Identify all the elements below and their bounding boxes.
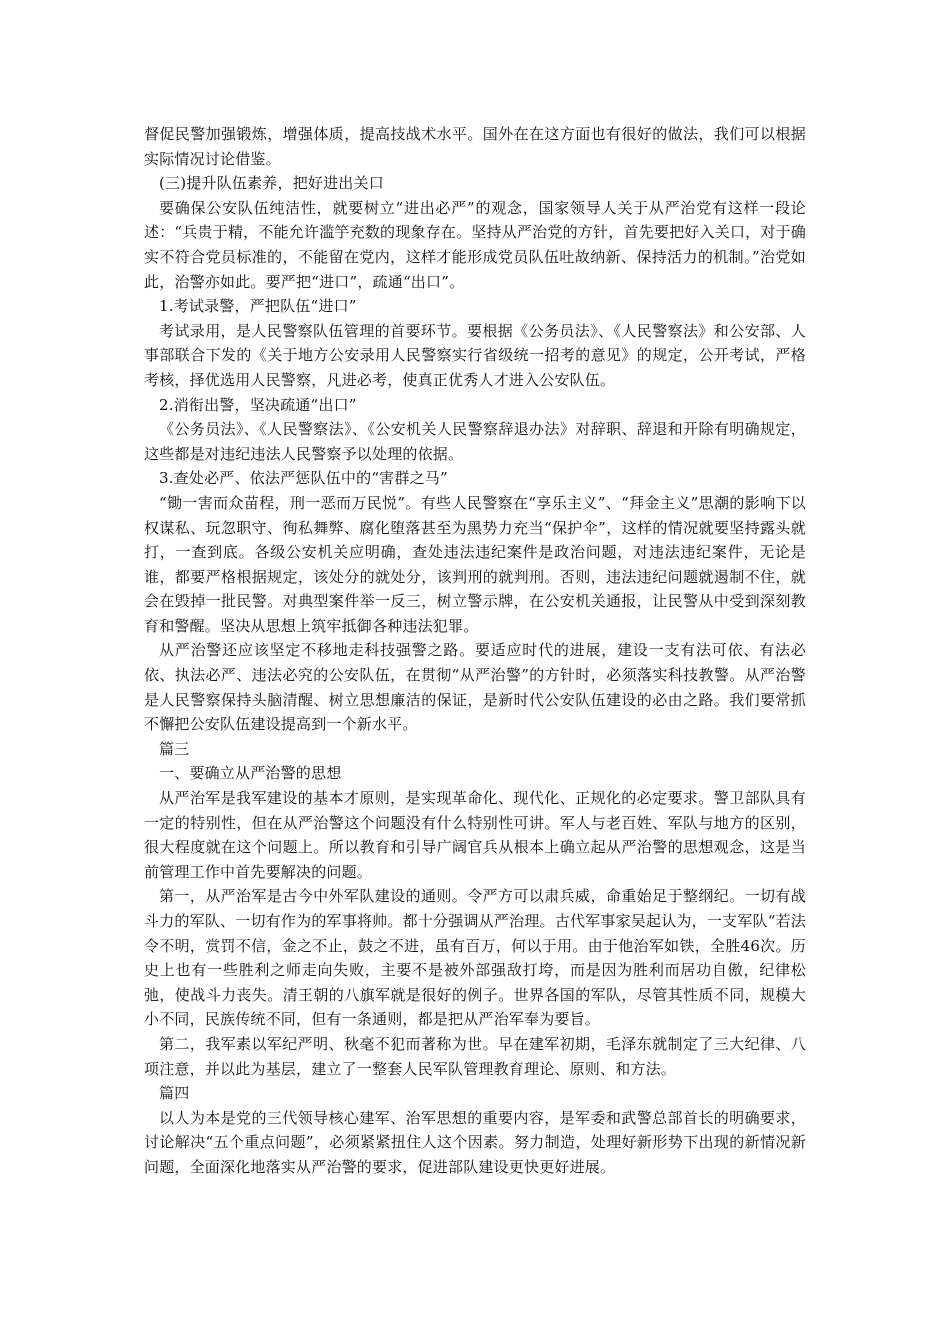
body-paragraph: 从严治警还应该坚定不移地走科技强警之路。要适应时代的进展，建设一支有法可依、有法必依、执法必严、违法必究的公安队伍，在贯彻“从严治警”的方针时，必须落实科技教警。从严治警是人民警察保持头脑清醒、树立思想廉洁的保证，是新时代公安队伍建设的必由之路。我们要常抓不懈把公安队伍建设提高到一个新水平。 xyxy=(144,641,806,734)
body-paragraph: 以人为本是党的三代领导核心建军、治军思想的重要内容，是军委和武警总部首长的明确要求，讨论解决“五个重点问题”，必须紧紧扭住人这个因素。努力制造，处理好新形势下出现的新情况新问题，全面深化地落实从严治警的要求，促进部队建设更快更好进展。 xyxy=(144,1108,806,1176)
subsection-heading: 2.消衔出警，坚决疏通“出口” xyxy=(159,395,357,414)
body-paragraph: 从严治军是我军建设的基本才原则，是实现革命化、现代化、正规化的必定要求。警卫部队具有一定的特别性，但在从严治警这个问题没有什么特别性可讲。军人与老百姓、军队与地方的区别，很大程度就在这个问题上。所以教育和引导广阔官兵从根本上确立起从严治警的思想观念，这是当前管理工作中首先要解决的问题。 xyxy=(144,789,806,881)
part-heading: 篇四 xyxy=(159,1084,190,1103)
subsection-heading: 1.考试录警，严把队伍“进口” xyxy=(159,297,357,316)
body-paragraph: 要确保公安队伍纯洁性，就要树立“进出必严”的观念，国家领导人关于从严治党有这样一段论述：“兵贵于精，不能允许滥竽充数的现象存在。坚持从严治党的方针，首先要把好入关口，对于确实不符合党员标准的，不能留在党内，这样才能形成党员队伍吐故纳新、保持活力的机制。”治党如此，治警亦如此。要严把“进口”，疏通“出口”。 xyxy=(144,198,806,291)
subsection-heading: 3.查处必严、依法严惩队伍中的“害群之马” xyxy=(159,469,448,488)
body-paragraph: 《公务员法》、《人民警察法》、《公安机关人民警察辞退办法》对辞职、辞退和开除有明确规定，这些都是对违纪违法人民警察予以处理的依据。 xyxy=(144,420,806,463)
document-page xyxy=(144,122,806,1180)
body-paragraph: 第一，从严治军是古今中外军队建设的通则。令严方可以肃兵威，命重始足于整纲纪。一切有战斗力的军队、一切有作为的军事将帅。都十分强调从严治理。古代军事家吴起认为，一支军队“若法令不明，赏罚不信，金之不止，鼓之不进，虽有百万，何以于用。由于他治军如铁，全胜46次。历史上也有一些胜利之师走向失败，主要不是被外部强敌打垮，而是因为胜利而居功自傲，纪律松弛，使战斗力丧失。清王朝的八旗军就是很好的例子。世界各国的军队，尽管其性质不同，规模大小不同，民族传统不同，但有一条通则，都是把从严治军奉为要旨。 xyxy=(144,887,806,1029)
body-paragraph: “锄一害而众苗程，刑一恶而万民悦”。有些人民警察在“享乐主义”、“拜金主义”思潮的影响下以权谋私、玩忽职守、徇私舞弊、腐化堕落甚至为黑势力充当“保护伞”，这样的情况就要坚持露头就打，一查到底。各级公安机关应明确，查处违法违纪案件是政治问题，对违法违纪案件，无论是谁，都要严格根据规定，该处分的就处分，该判刑的就判刑。否则，违法违纪问题就遏制不住，就会在毁掉一批民警。对典型案件举一反三，树立警示牌，在公安机关通报，让民警从中受到深刻教育和警醒。坚决从思想上筑牢抵御各种违法犯罪。 xyxy=(144,493,806,635)
body-paragraph: 第二，我军素以军纪严明、秋毫不犯而著称为世。早在建军初期，毛泽东就制定了三大纪律、八项注意，并以此为基层，建立了一整套人民军队管理教育理论、原则、和方法。 xyxy=(144,1034,806,1078)
part-heading: 篇三 xyxy=(159,739,190,758)
section-heading: 一、要确立从严治警的思想 xyxy=(159,764,342,783)
body-paragraph: 考试录用，是人民警察队伍管理的首要环节。要根据《公务员法》、《人民警察法》和公安部、人事部联合下发的《关于地方公安录用人民警察实行省级统一招考的意见》的规定，公开考试，严格考核，择优选用人民警察，凡进必考，使真正优秀人才进入公安队伍。 xyxy=(144,321,806,389)
paragraph-continued: 督促民警加强锻炼，增强体质，提高技战术水平。国外在在这方面也有很好的做法，我们可以根据实际情况讨论借鉴。 xyxy=(144,125,806,168)
section-heading: (三)提升队伍素养，把好进出关口 xyxy=(159,174,384,193)
